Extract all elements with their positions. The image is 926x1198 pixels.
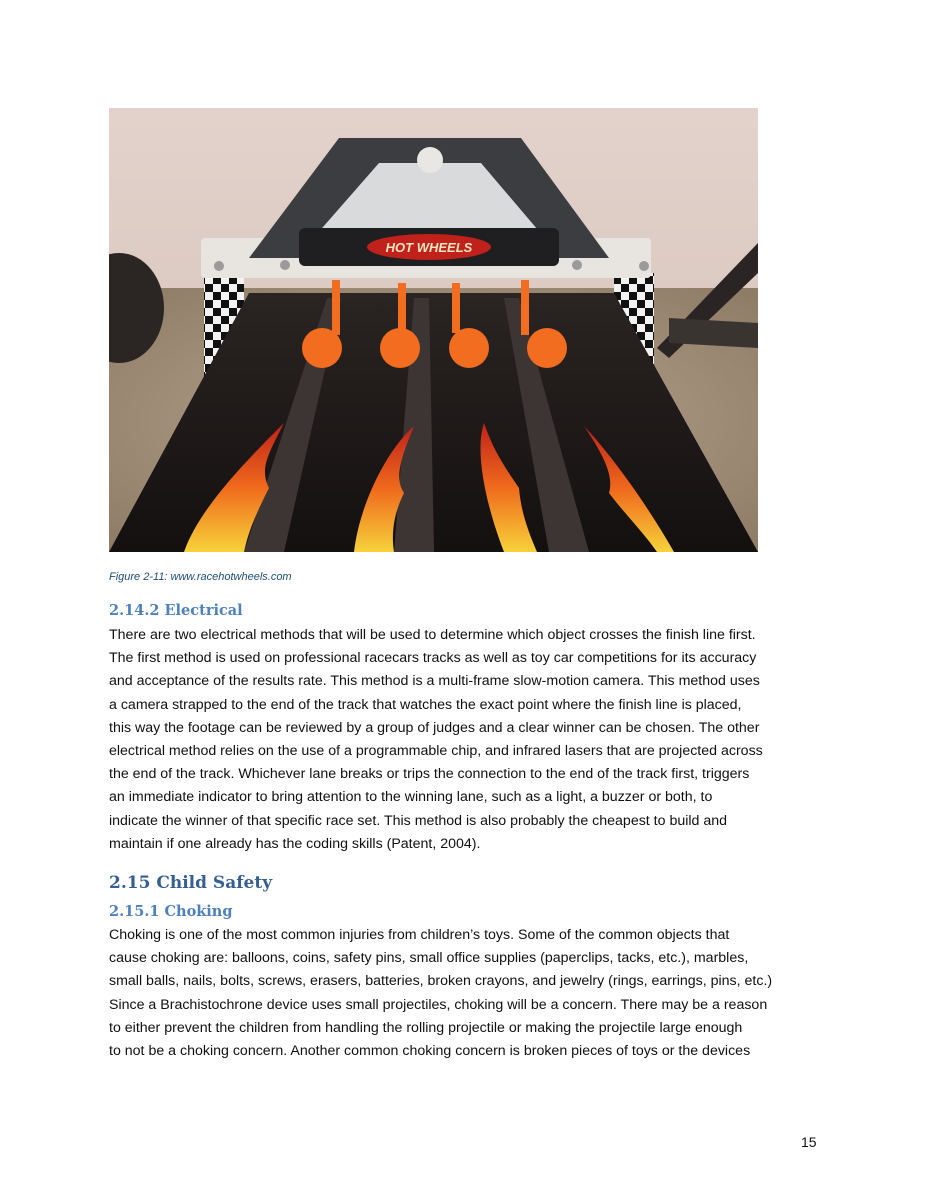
logo-text: HOT WHEELS — [385, 240, 473, 255]
figure-photo — [109, 108, 758, 552]
figure-caption: Figure 2-11: www.racehotwheels.com — [109, 571, 292, 583]
text-line: the end of the track. Whichever lane breaks or trips the connection to the end of the track first, triggers — [109, 766, 750, 783]
text-line: and acceptance of the results rate. This method is a multi-frame slow-motion camera. This method uses — [109, 673, 760, 690]
text-line: There are two electrical methods that will be used to determine which object crosses the finish line first. — [109, 627, 756, 643]
text-line: The first method is used on professional racecars tracks as well as toy car competitions for its accuracy — [109, 650, 757, 667]
text-line: to not be a choking concern. Another common choking concern is broken pieces of toys or the devices — [109, 1043, 751, 1060]
page-number: 15 — [801, 1134, 817, 1150]
heading-child-safety: 2.15 Child Safety — [109, 873, 273, 893]
text-line: this way the footage can be reviewed by a group of judges and a clear winner can be chosen. The other — [109, 719, 760, 736]
text-line: an immediate indicator to bring attention to the winning lane, such as a light, a buzzer or both, to — [109, 789, 713, 806]
text-line: Since a Brachistochrone device uses small projectiles, choking will be a concern. There may be a reason — [109, 996, 768, 1013]
text-line: to either prevent the children from handling the rolling projectile or making the projectile large enough — [109, 1019, 743, 1036]
text-line: electrical method relies on the use of a programmable chip, and infrared lasers that are projected across — [109, 743, 763, 760]
text-line: small balls, nails, bolts, screws, erasers, batteries, broken crayons, and jewelry (rings, earrings, pins, etc.) — [109, 973, 773, 990]
text-line: a camera strapped to the end of the track that watches the exact point where the finish line is placed, — [109, 696, 742, 713]
text-line: Choking is one of the most common injuries from children’s toys. Some of the common objects that — [109, 927, 730, 943]
text-line: indicate the winner of that specific race set. This method is also probably the cheapest to build and — [109, 812, 728, 829]
heading-choking: 2.15.1 Choking — [109, 903, 233, 920]
text-line: maintain if one already has the coding skills (Patent, 2004). — [109, 835, 481, 852]
paragraph-choking — [109, 924, 829, 1063]
heading-electrical: 2.14.2 Electrical — [109, 602, 243, 619]
text-line: cause choking are: balloons, coins, safety pins, small office supplies (paperclips, tacks, etc.), marbles, — [109, 950, 749, 967]
paragraph-electrical — [109, 624, 829, 856]
